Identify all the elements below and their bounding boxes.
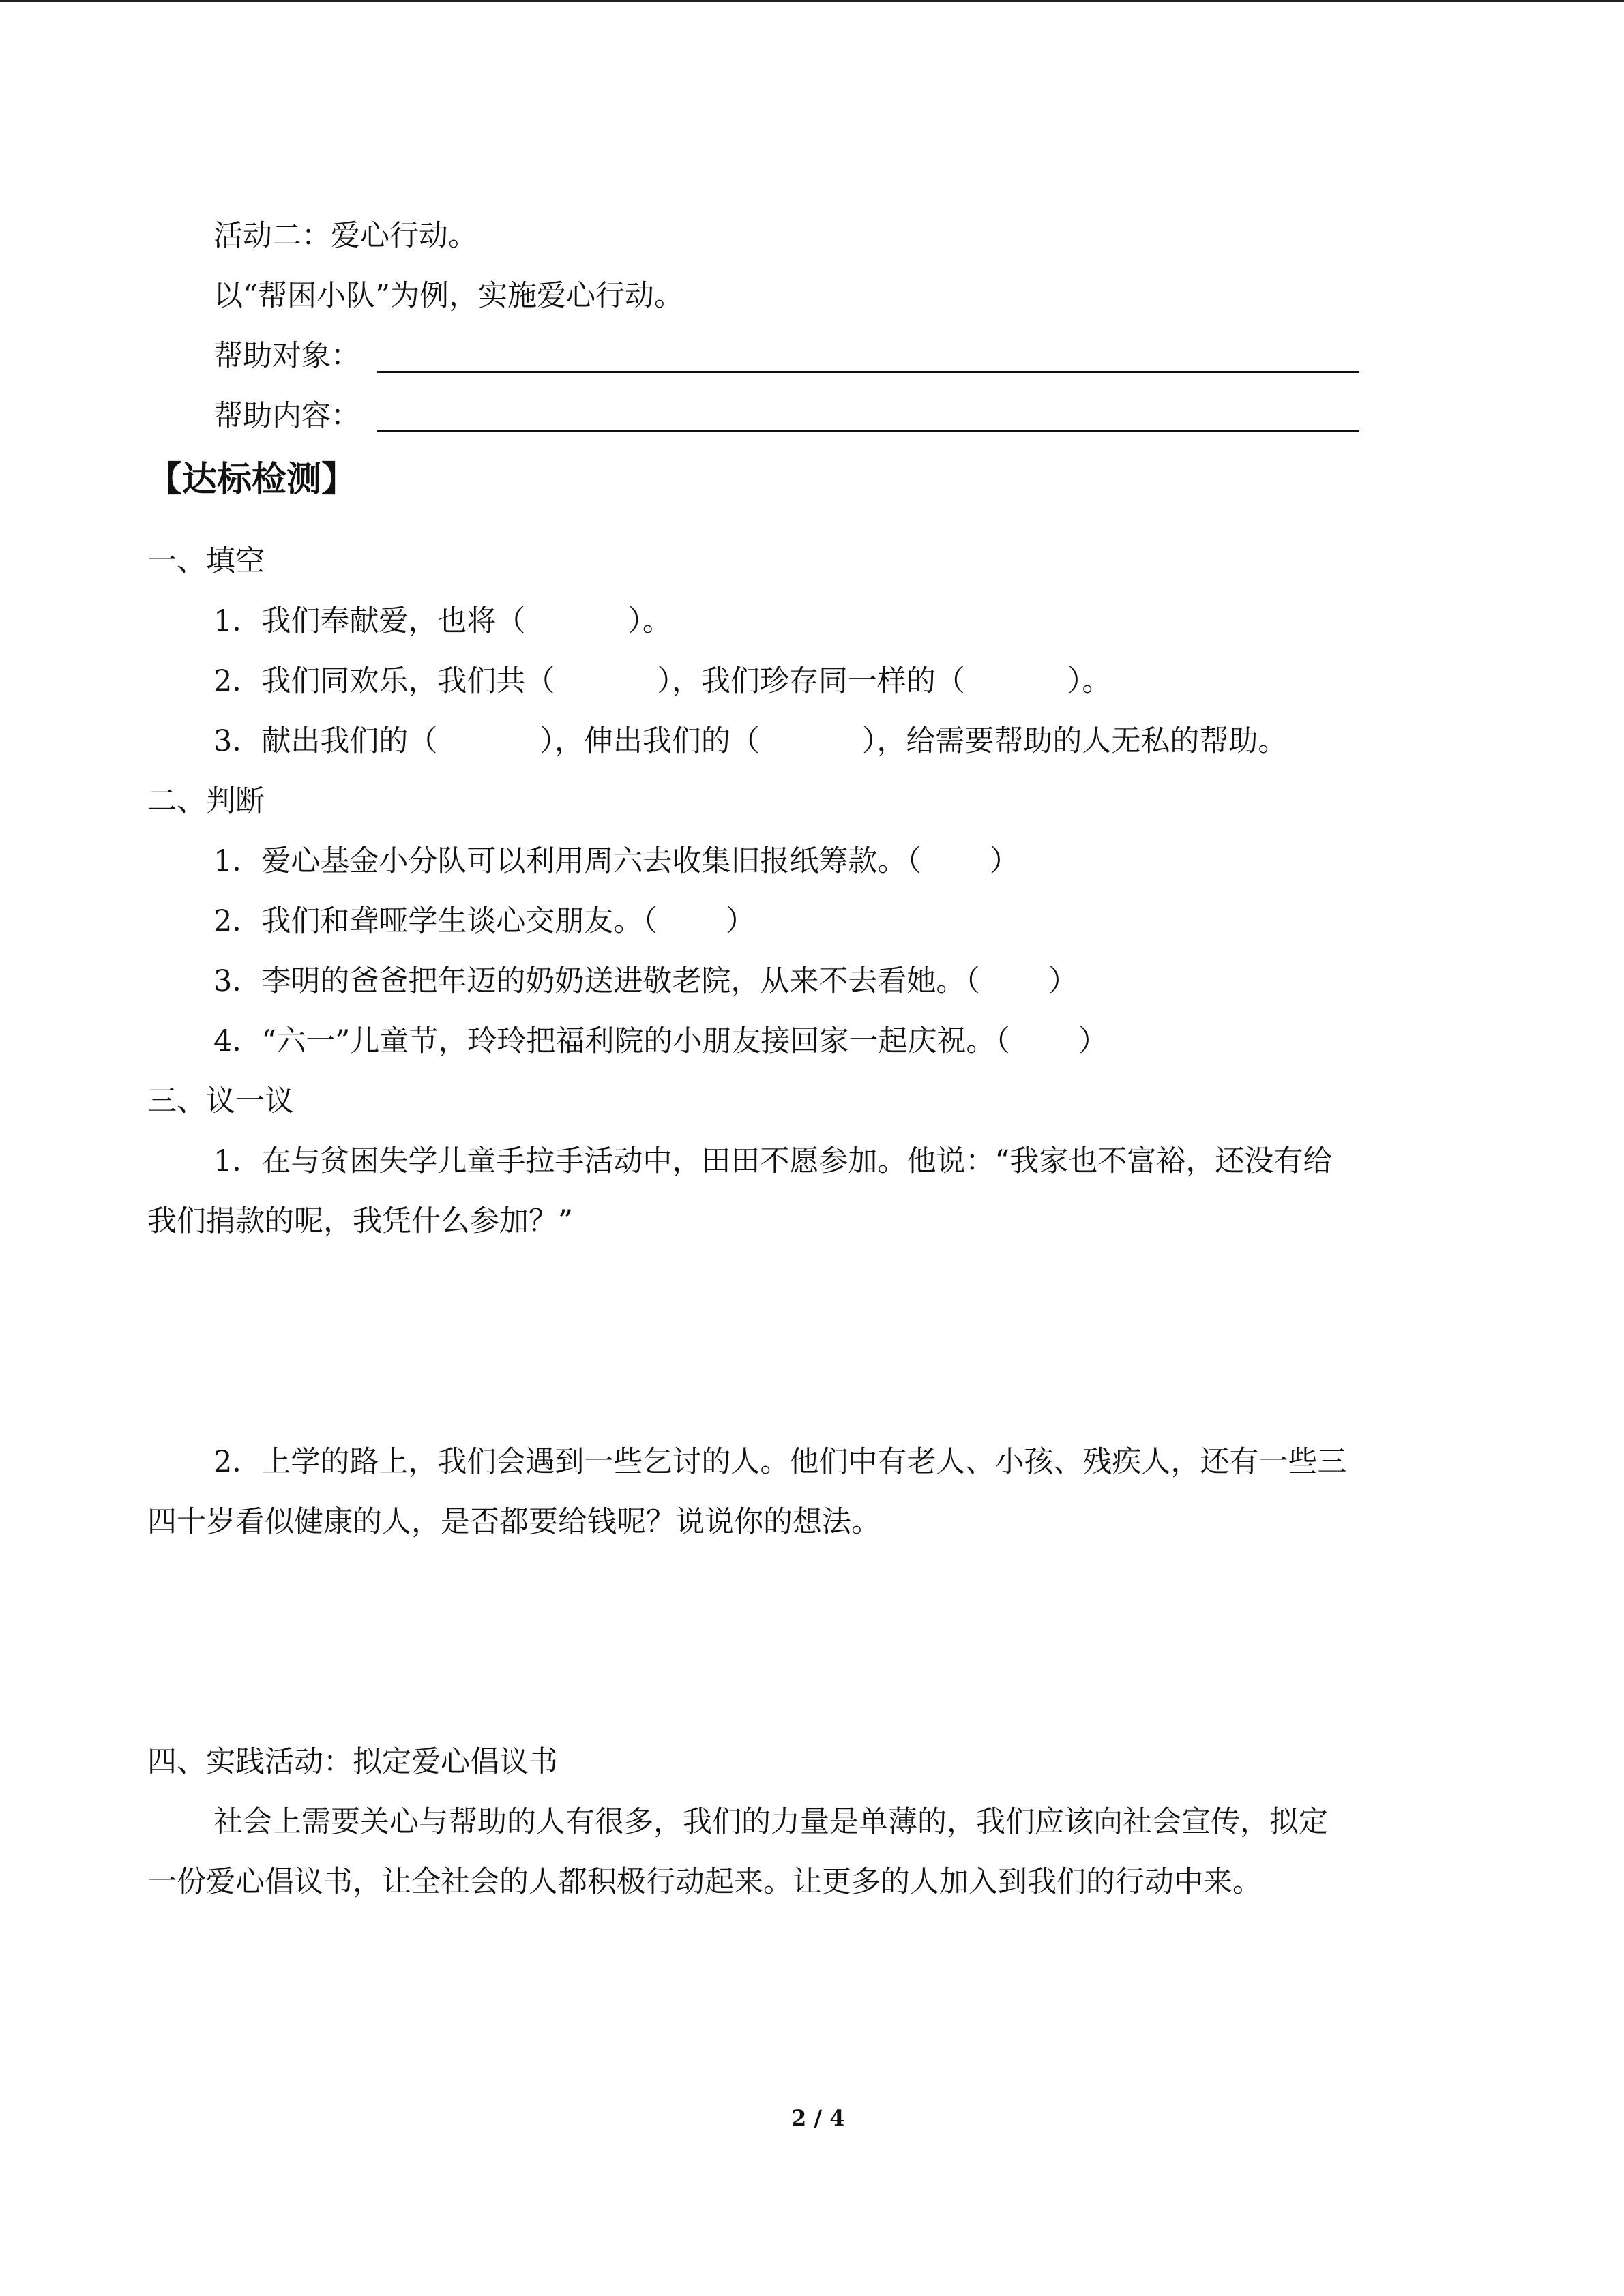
help-target-label: 帮助对象： [213,339,360,373]
page-top-border [0,0,1624,2]
part4-para-line2: 一份爱心倡议书，让全社会的人都积极行动起来。让更多的人加入到我们的行动中来。 [147,1865,1262,1899]
discuss-q1-line2: 我们捐款的呢，我凭什么参加？” [147,1204,573,1238]
part4-title: 四、实践活动：拟定爱心倡议书 [147,1745,558,1779]
discuss-q2-line2: 四十岁看似健康的人，是否都要给钱呢？说说你的想法。 [147,1505,881,1539]
part1-title: 一、填空 [147,544,265,578]
judge-q3-text: 3．李明的爸爸把年迈的奶奶送进敬老院，从来不去看她。（ [213,964,980,998]
judge-q3-close: ） [1048,964,1078,998]
fill-q3-text-c: ），给需要帮助的人无私的帮助。 [861,724,1288,758]
judge-q1-text: 1．爱心基金小分队可以利用周六去收集旧报纸筹款。（ [213,844,921,878]
part4-para-line1: 社会上需要关心与帮助的人有很多，我们的力量是单薄的，我们应该向社会宣传，拟定 [213,1805,1328,1839]
judge-q2 [213,902,755,940]
discuss-q2-line1: 2．上学的路上，我们会遇到一些乞讨的人。他们中有老人、小孩、残疾人，还有一些三 [213,1445,1347,1479]
fill-q3-text-b: ），伸出我们的（ [540,724,760,758]
help-content-blank[interactable] [377,430,1359,432]
fill-q1-text-a: 1．我们奉献爱，也将（ [213,604,526,638]
activity2-title: 活动二：爱心行动。 [213,219,477,253]
judge-q1-close: ） [989,844,1019,878]
page-number: 2 / 4 [791,2105,845,2131]
judge-q1 [213,842,1019,880]
fill-q2-text-a: 2．我们同欢乐，我们共（ [213,664,555,698]
part2-title: 二、判断 [147,784,265,818]
judge-q4-text: 4．“六一”儿童节，玲玲把福利院的小朋友接回家一起庆祝。（ [213,1024,1010,1058]
activity2-intro: 以“帮困小队”为例，实施爱心行动。 [213,279,683,313]
part3-title: 三、议一议 [147,1084,294,1118]
fill-q2-text-c: ）。 [1067,664,1112,698]
fill-q1-text-b: ）。 [628,604,672,638]
fill-q2-text-b: ），我们珍存同一样的（ [657,664,965,698]
fill-q2 [213,662,1111,700]
section-heading: 【达标检测】 [147,460,357,500]
fill-q3-text-a: 3．献出我们的（ [213,724,438,758]
fill-q1 [213,602,672,640]
help-target-blank[interactable] [377,371,1359,373]
discuss-q1-line1: 1．在与贫困失学儿童手拉手活动中，田田不愿参加。他说：“我家也不富裕，还没有给 [213,1144,1333,1178]
judge-q3 [213,962,1078,1000]
fill-q3 [213,722,1287,760]
judge-q4-close: ） [1078,1024,1108,1058]
judge-q4 [213,1022,1108,1060]
judge-q2-close: ） [725,904,755,938]
help-content-label: 帮助内容： [213,399,360,433]
judge-q2-text: 2．我们和聋哑学生谈心交朋友。（ [213,904,658,938]
